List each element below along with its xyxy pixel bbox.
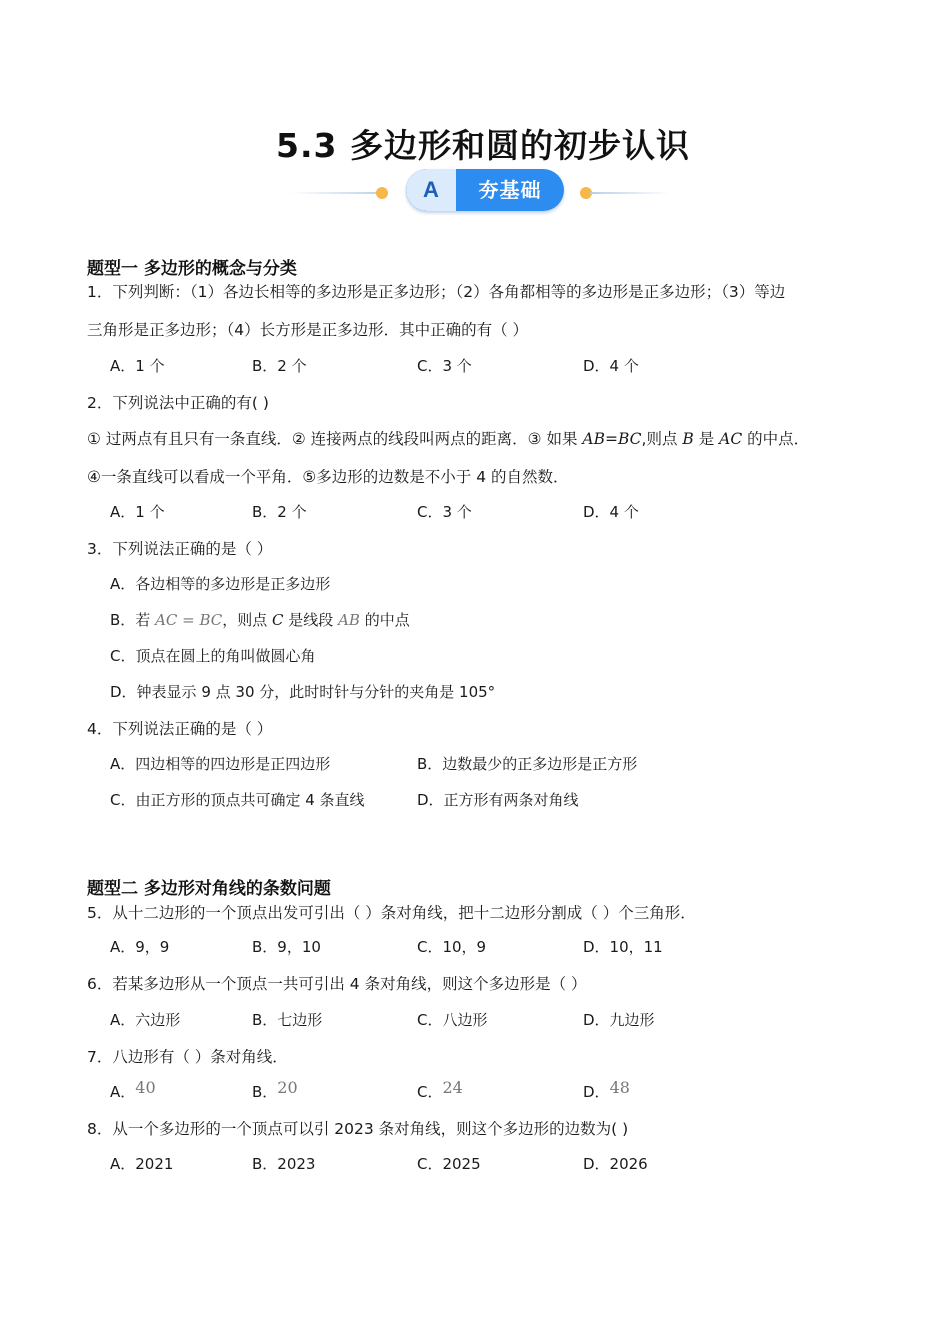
question-8-option-a: A．2021 <box>110 1155 174 1173</box>
q2-equation: AB=BC <box>582 430 642 448</box>
q7-value-a: 40 <box>135 1078 156 1097</box>
question-7-option-c <box>417 1078 463 1102</box>
question-3-option-b <box>110 609 410 630</box>
q3b-point-c: C <box>272 611 284 629</box>
question-6-option-c: C．八边形 <box>417 1011 488 1029</box>
question-1-line-2: 三角形是正多边形；（4）长方形是正多边形．其中正确的有（ ） <box>87 321 529 339</box>
level-badge <box>406 169 564 211</box>
section-heading-2: 题型二 多边形对角线的条数问题 <box>87 879 331 899</box>
q2-text-d: 的中点． <box>742 430 810 448</box>
level-banner <box>290 168 670 214</box>
q3b-text-d: 的中点 <box>359 611 410 629</box>
question-1-option-b: B．2 个 <box>252 357 307 375</box>
q2-point-b: B <box>682 430 694 448</box>
question-2-line-2 <box>87 427 809 449</box>
question-5-option-a: A．9，9 <box>110 938 170 956</box>
question-4-option-d: D．正方形有两条对角线 <box>417 791 579 809</box>
question-2-option-c: C．3 个 <box>417 503 472 521</box>
question-4-option-c: C．由正方形的顶点共可确定 4 条直线 <box>110 791 365 809</box>
section-heading-1: 题型一 多边形的概念与分类 <box>87 259 297 279</box>
question-1-option-c: C．3 个 <box>417 357 472 375</box>
q7-label-a: A． <box>110 1083 136 1101</box>
question-7-option-d <box>583 1078 630 1102</box>
question-7-stem: 7．八边形有（ ）条对角线． <box>87 1048 288 1066</box>
banner-line-right <box>590 192 670 194</box>
q7-value-d: 48 <box>609 1078 630 1097</box>
question-5-option-c: C．10，9 <box>417 938 487 956</box>
banner-dot-left <box>376 187 388 199</box>
question-6-option-a: A．六边形 <box>110 1011 181 1029</box>
q3b-segment-ab: AB <box>338 611 360 629</box>
question-7-option-b <box>252 1078 298 1102</box>
q7-label-c: C． <box>417 1083 443 1101</box>
question-8-option-d: D．2026 <box>583 1155 648 1173</box>
level-label: 夯基础 <box>478 178 542 202</box>
question-4-option-b: B．边数最少的正多边形是正方形 <box>417 755 638 773</box>
q3b-text-a: B．若 <box>110 611 156 629</box>
question-2-line-3: ④一条直线可以看成一个平角．⑤多边形的边数是不小于 4 的自然数． <box>87 468 569 486</box>
question-2-option-a: A．1 个 <box>110 503 165 521</box>
q7-value-c: 24 <box>442 1078 463 1097</box>
banner-line-left <box>290 192 385 194</box>
q2-text-c: 是 <box>693 430 720 448</box>
level-letter: A <box>406 169 456 211</box>
question-7-option-a <box>110 1078 156 1102</box>
question-4-stem: 4．下列说法正确的是（ ） <box>87 720 273 738</box>
question-1-line-1: 1．下列判断：（1）各边长相等的多边形是正多边形；（2）各角都相等的多边形是正多边形；（3）等边 <box>87 283 786 301</box>
question-2-option-b: B．2 个 <box>252 503 307 521</box>
question-1-option-d: D．4 个 <box>583 357 639 375</box>
question-5-option-d: D．10，11 <box>583 938 663 956</box>
question-3-option-a: A．各边相等的多边形是正多边形 <box>110 575 331 593</box>
page-title: 5.3 多边形和圆的初步认识 <box>276 126 690 165</box>
q2-segment-ac: AC <box>719 430 743 448</box>
q7-label-d: D． <box>583 1083 610 1101</box>
question-3-stem: 3．下列说法正确的是（ ） <box>87 540 273 558</box>
q3b-equation: AC = BC <box>155 611 223 629</box>
question-6-option-d: D．九边形 <box>583 1011 655 1029</box>
question-4-option-a: A．四边相等的四边形是正四边形 <box>110 755 331 773</box>
q3b-text-c: 是线段 <box>283 611 339 629</box>
question-5-stem: 5．从十二边形的一个顶点出发可引出（ ）条对角线，把十二边形分割成（ ）个三角形． <box>87 904 696 922</box>
question-6-stem: 6．若某多边形从一个顶点一共可引出 4 条对角线，则这个多边形是（ ） <box>87 975 587 993</box>
q7-label-b: B． <box>252 1083 278 1101</box>
question-8-stem: 8．从一个多边形的一个顶点可以引 2023 条对角线，则这个多边形的边数为( ) <box>87 1120 629 1138</box>
q2-text-a: ① 过两点有且只有一条直线．② 连接两点的线段叫两点的距离．③ 如果 <box>87 430 583 448</box>
question-6-option-b: B．七边形 <box>252 1011 323 1029</box>
question-8-option-b: B．2023 <box>252 1155 316 1173</box>
question-1-option-a: A．1 个 <box>110 357 165 375</box>
question-2-stem: 2．下列说法中正确的有( ) <box>87 394 269 412</box>
q2-text-b: ,则点 <box>641 430 683 448</box>
question-3-option-c: C．顶点在圆上的角叫做圆心角 <box>110 647 316 665</box>
question-3-option-d: D．钟表显示 9 点 30 分，此时时针与分针的夹角是 105° <box>110 683 496 701</box>
q3b-text-b: ，则点 <box>222 611 273 629</box>
q7-value-b: 20 <box>277 1078 298 1097</box>
question-5-option-b: B．9，10 <box>252 938 321 956</box>
question-2-option-d: D．4 个 <box>583 503 639 521</box>
question-8-option-c: C．2025 <box>417 1155 481 1173</box>
